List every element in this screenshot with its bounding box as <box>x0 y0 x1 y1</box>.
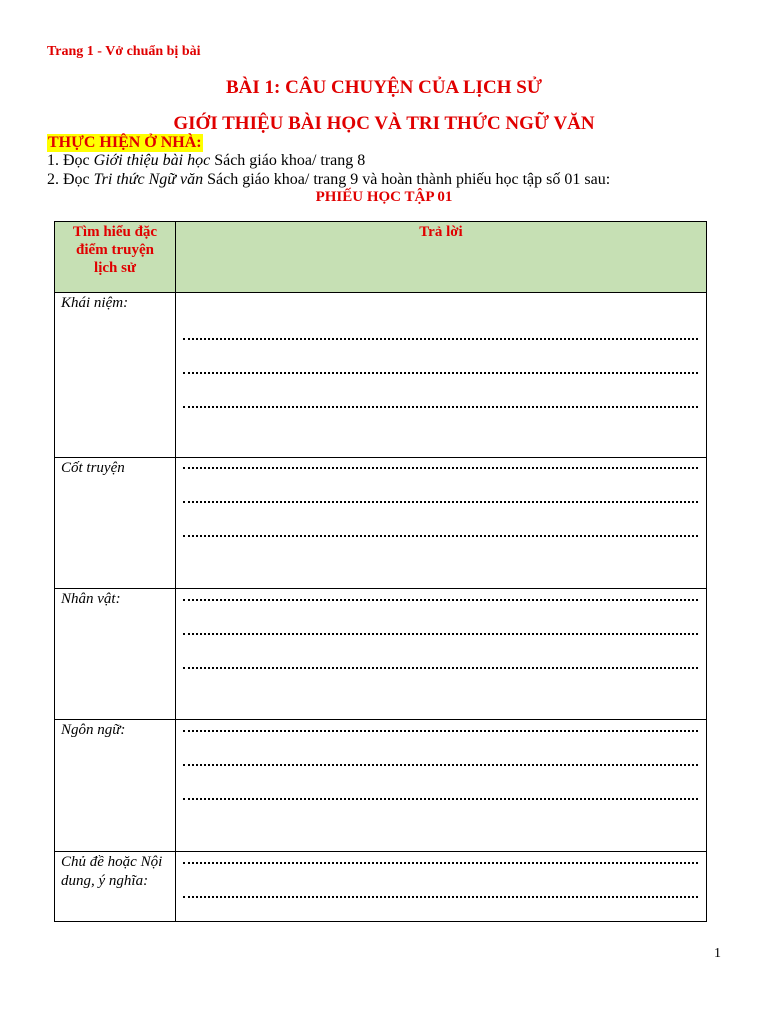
instruction-2 <box>47 171 610 189</box>
answer-dotted-line[interactable] <box>183 598 698 601</box>
worksheet-header-row <box>55 222 707 293</box>
page-header-label: Trang 1 - Vở chuẩn bị bài <box>47 44 201 59</box>
instruction-1 <box>47 152 365 170</box>
answer-cell[interactable] <box>176 589 707 720</box>
answer-dotted-line[interactable] <box>183 729 698 732</box>
table-row <box>55 458 707 589</box>
answer-cell[interactable] <box>176 458 707 589</box>
lesson-subtitle: GIỚI THIỆU BÀI HỌC VÀ TRI THỨC NGỮ VĂN <box>173 113 595 134</box>
answer-dotted-line[interactable] <box>183 405 698 408</box>
row-label: Cốt truyện <box>61 460 125 476</box>
row-label: Khái niệm: <box>61 295 129 311</box>
instruction-1-prefix: 1. Đọc <box>47 152 94 169</box>
column-header-answer-text: Trả lời <box>419 224 463 240</box>
home-task-label: THỰC HIỆN Ở NHÀ: <box>48 134 202 151</box>
worksheet-title: PHIẾU HỌC TẬP 01 <box>315 189 453 205</box>
answer-dotted-line[interactable] <box>183 337 698 340</box>
instruction-1-suffix: Sách giáo khoa/ trang 8 <box>210 152 366 169</box>
answer-dotted-line[interactable] <box>183 895 698 898</box>
answer-dotted-line[interactable] <box>183 797 698 800</box>
row-label: Ngôn ngữ: <box>61 722 126 738</box>
answer-dotted-line[interactable] <box>183 534 698 537</box>
instruction-2-prefix: 2. Đọc <box>47 171 94 188</box>
column-header-topic <box>55 222 176 293</box>
answer-dotted-line[interactable] <box>183 861 698 864</box>
table-row <box>55 589 707 720</box>
answer-dotted-line[interactable] <box>183 763 698 766</box>
table-row <box>55 293 707 458</box>
column-header-topic-text: Tìm hiểu đặc điểm truyện lịch sử <box>72 224 158 276</box>
answer-dotted-line[interactable] <box>183 466 698 469</box>
table-row <box>55 852 707 922</box>
instruction-1-book-section: Giới thiệu bài học <box>93 152 211 169</box>
row-label: Chủ đề hoặc Nội dung, ý nghĩa: <box>61 854 163 889</box>
table-row <box>55 720 707 852</box>
answer-dotted-line[interactable] <box>183 371 698 374</box>
worksheet-table <box>54 221 707 922</box>
row-label-cell <box>55 293 176 458</box>
instruction-2-suffix: Sách giáo khoa/ trang 9 và hoàn thành phiếu học tập số 01 sau: <box>203 171 611 188</box>
answer-dotted-line[interactable] <box>183 632 698 635</box>
instruction-2-book-section: Tri thức Ngữ văn <box>93 171 204 188</box>
row-label-cell <box>55 589 176 720</box>
column-header-answer <box>176 222 707 293</box>
answer-cell[interactable] <box>176 720 707 852</box>
row-label-cell <box>55 720 176 852</box>
answer-cell[interactable] <box>176 852 707 922</box>
answer-dotted-line[interactable] <box>183 500 698 503</box>
row-label-cell <box>55 458 176 589</box>
answer-dotted-line[interactable] <box>183 666 698 669</box>
lesson-title: BÀI 1: CÂU CHUYỆN CỦA LỊCH SỬ <box>226 77 542 98</box>
row-label: Nhân vật: <box>61 591 121 607</box>
answer-cell[interactable] <box>176 293 707 458</box>
row-label-cell <box>55 852 176 922</box>
page-number: 1 <box>714 946 721 961</box>
